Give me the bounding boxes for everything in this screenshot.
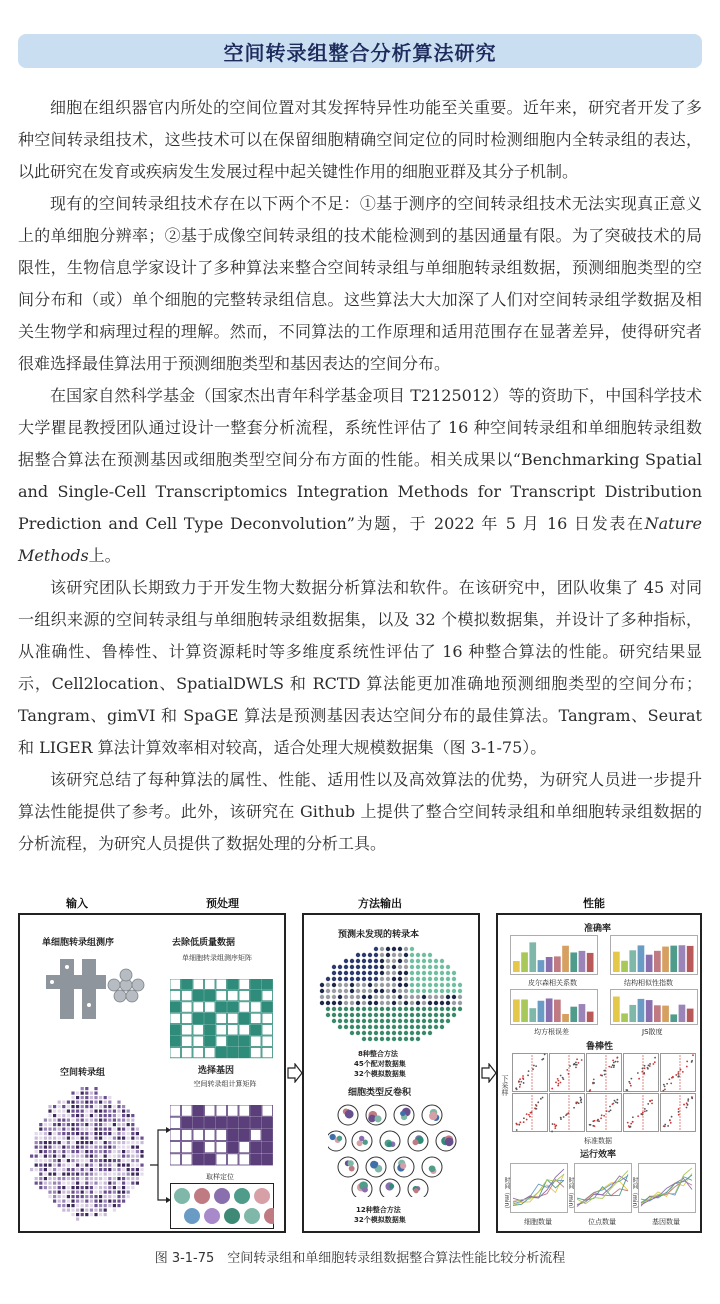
methods12-label: 12种整合方法 xyxy=(356,1206,401,1214)
pairs45-label: 45个配对数据集 xyxy=(354,1060,406,1068)
st-matrix-grid xyxy=(170,1105,274,1167)
panel-performance xyxy=(496,913,702,1233)
sc-matrix-label: 单细胞转录组测序矩阵 xyxy=(182,954,252,962)
rmse-label: 均方根误差 xyxy=(534,1028,569,1036)
col-head-output: 方法输出 xyxy=(358,897,402,910)
col-head-input: 输入 xyxy=(66,897,88,910)
paragraph-2: 现有的空间转录组技术存在以下两个不足：①基于测序的空间转录组技术无法实现真正意义上的单细胞分辨率；②基于成像空间转录组的技术能检测到的基因通量有限。为了突破技术的局限性，生物信息学家设计了多种算法来整合空间转录组与单细胞转录组数据，预测细胞类型的空间分布和（或）单个细胞的完整转录组信息。这些算法大大加深了人们对空间转录组学数据及相关生物学和病理过程的理解。然而，不同算法的工作原理和适用范围存在显著差异，使得研究者很难选择最佳算法用于预测细胞类型和基因表达的空间分布。 xyxy=(18,194,702,373)
scrna-label: 单细胞转录组测序 xyxy=(42,938,115,948)
pcc-label: 皮尔森相关系数 xyxy=(528,979,577,987)
paragraph-3 xyxy=(18,380,702,572)
spatial-tissue-illustration xyxy=(26,1083,151,1223)
bracket-arrows xyxy=(148,1120,172,1210)
standard-data-label: 标准数据 xyxy=(584,1137,612,1145)
runtime-genes-chart xyxy=(638,1163,696,1213)
deconvolution-circles xyxy=(328,1101,458,1197)
runtime-cells-chart xyxy=(510,1163,568,1213)
downsample-label: 下采样 xyxy=(501,1075,509,1096)
robustness-label: 鲁棒性 xyxy=(586,1042,614,1052)
time-axis-label-1: 时间（min） xyxy=(503,1177,510,1213)
panel-method-output xyxy=(302,913,480,1233)
sim32b-label: 32个模拟数据集 xyxy=(354,1216,406,1224)
remove-low-quality-label: 去除低质量数据 xyxy=(172,938,236,948)
x-genes-label: 基因数量 xyxy=(652,1218,680,1226)
accuracy-bars-rmse xyxy=(510,989,598,1025)
x-spots-label: 位点数量 xyxy=(588,1218,616,1226)
robustness-scatter-grid xyxy=(512,1053,698,1133)
transcript-dot-clusters xyxy=(318,945,466,1045)
methods8-label: 8种整合方法 xyxy=(358,1050,398,1058)
accuracy-label: 准确率 xyxy=(584,924,612,934)
accuracy-bars-js xyxy=(610,989,698,1025)
st-matrix-label: 空间转录组计算矩阵 xyxy=(193,1080,257,1088)
runtime-spots-chart xyxy=(574,1163,632,1213)
figure-caption: 图 3-1-75 空间转录组和单细胞转录组数据整合算法性能比较分析流程 xyxy=(154,1251,566,1266)
paragraph-5: 该研究总结了每种算法的属性、性能、适用性以及高效算法的优势，为研究人员进一步提升算法性能提供了参考。此外，该研究在 Github 上提供了整合空间转录组和单细胞转录组数据的分析流程，为研究人员提供了数据处理的分析工具。 xyxy=(18,770,702,853)
x-cells-label: 细胞数量 xyxy=(524,1218,552,1226)
ssim-label: 结构相似性指数 xyxy=(624,979,673,987)
accuracy-bars-ssim xyxy=(610,935,698,975)
spatial-label: 空间转录组 xyxy=(60,1068,106,1078)
predict-transcripts-label: 预测未发现的转录本 xyxy=(338,930,420,940)
col-head-preprocess: 预处理 xyxy=(206,897,239,910)
time-axis-label-3: 时间（min） xyxy=(631,1177,638,1213)
article-body xyxy=(18,92,702,860)
js-label: JS散度 xyxy=(642,1028,663,1036)
sim32-label: 32个模拟数据集 xyxy=(354,1070,406,1078)
workflow-figure xyxy=(18,895,702,1233)
runtime-label: 运行效率 xyxy=(580,1150,617,1160)
page-title: 空间转录组整合分析算法研究 xyxy=(223,40,497,65)
paragraph-3-text: 在国家自然科学基金（国家杰出青年科学基金项目 T2125012）等的资助下，中国科学技术大学瞿昆教授团队通过设计一整套分析流程，系统性评估了 16 种空间转录组和单细胞转录组数据整合算法在预测基因或细胞类型空间分布方面的性能。相关成果以“Benchmarking Spatial and Single-Cell Transcriptomics Integration Methods for Transcript Distribution Prediction and Cell Type Deconvolution”为题，于 2022 年 5 月 16 日发表在 xyxy=(18,386,702,533)
sc-matrix-grid xyxy=(170,979,274,1059)
scrna-chip-illustration xyxy=(38,955,148,1025)
time-axis-label-2: 时间（min） xyxy=(567,1177,574,1213)
paragraph-1: 细胞在组织器官内所处的空间位置对其发挥特异性功能至关重要。近年来，研究者开发了多种空间转录组技术，这些技术可以在保留细胞精确空间定位的同时检测细胞内全转录组的表达，以此研究在发育或疾病发生发展过程中起关键性作用的细胞亚群及其分子机制。 xyxy=(18,98,702,181)
journal-suffix: 上。 xyxy=(88,546,121,565)
panel-input-preprocess xyxy=(18,913,286,1233)
accuracy-bars-pcc xyxy=(510,935,598,975)
sample-position-label: 取样定位 xyxy=(206,1173,234,1181)
select-genes-label: 选择基因 xyxy=(198,1066,235,1076)
col-head-performance: 性能 xyxy=(583,897,605,910)
sample-position-spots xyxy=(170,1183,274,1229)
journal-name: Nature Methods xyxy=(18,514,702,565)
deconvolution-label: 细胞类型反卷积 xyxy=(348,1088,412,1098)
paragraph-4: 该研究团队长期致力于开发生物大数据分析算法和软件。在该研究中，团队收集了 45 对同一组织来源的空间转录组与单细胞转录组数据集，以及 32 个模拟数据集，并设计了多种指标，从准确性、鲁棒性、计算资源耗时等多维度系统性评估了 16 种整合算法的性能。研究结果显示，Cell2location、SpatialDWLS 和 RCTD 算法能更加准确地预测细胞类型的空间分布；Tangram、gimVI 和 SpaGE 算法是预测基因表达空间分布的最佳算法。Tangram、Seurat 和 LIGER 算法计算效率相对较高，适合处理大规模数据集（图 3-1-75）。 xyxy=(18,578,702,757)
title-banner xyxy=(18,34,702,68)
